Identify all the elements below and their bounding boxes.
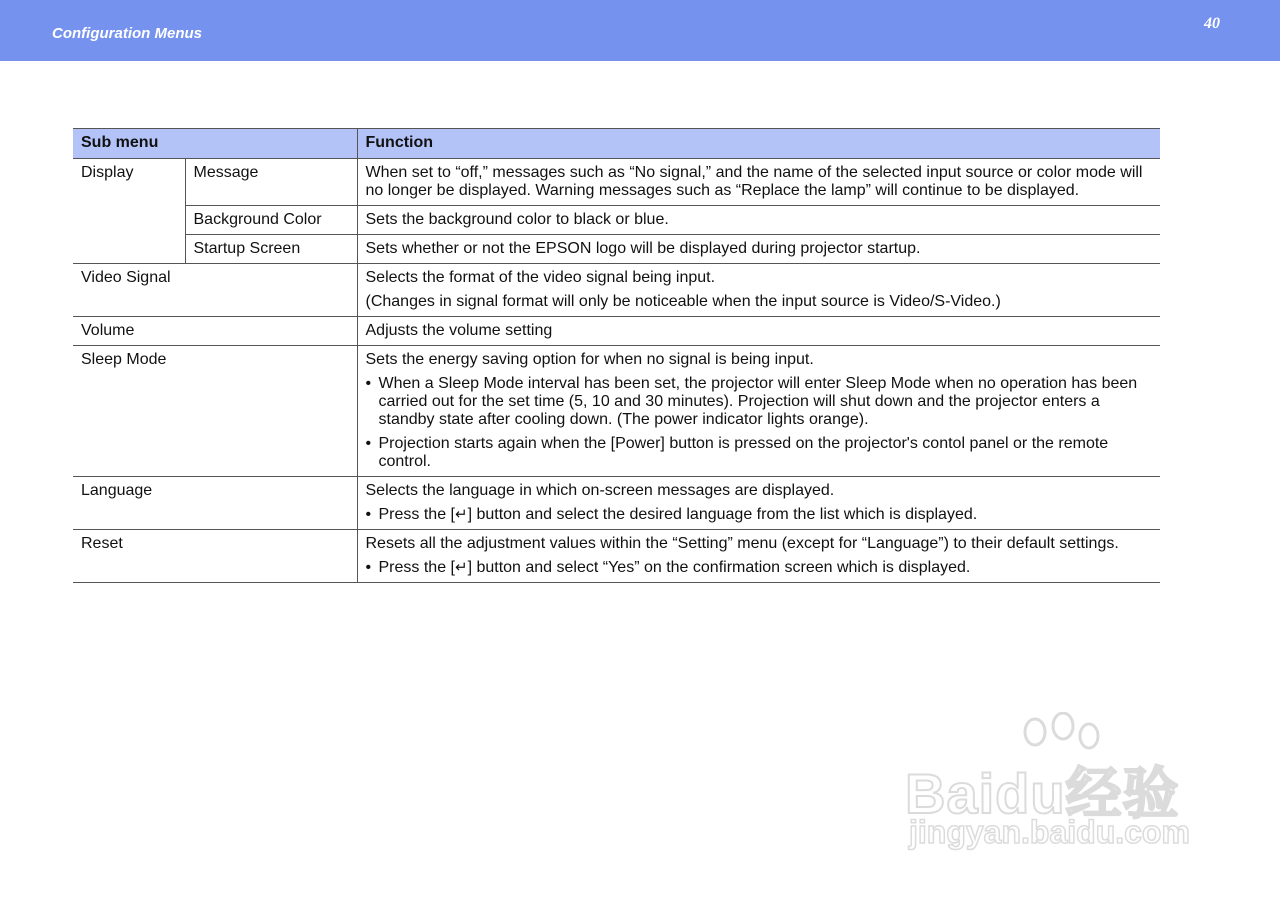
submenu-video-signal: Video Signal	[73, 264, 357, 317]
language-line1: Selects the language in which on-screen messages are displayed.	[365, 482, 835, 499]
table-row	[73, 264, 1160, 317]
submenu-message: Message	[185, 159, 357, 206]
language-bullet	[366, 506, 1153, 524]
reset-bullet-after: ] button and select “Yes” on the confirmation screen which is displayed.	[467, 559, 971, 576]
video-signal-line2: (Changes in signal format will only be noticeable when the input source is Video/S-Video.)	[365, 293, 1001, 310]
config-menu-table	[73, 128, 1160, 583]
table-row	[73, 235, 1160, 264]
page-header	[0, 0, 1280, 61]
section-title: Configuration Menus	[52, 25, 202, 42]
message-description: When set to “off,” messages such as “No signal,” and the name of the selected input source or color mode will no longer be displayed. Warning messages such as “Replace the lamp” will continue to be displayed.	[357, 159, 1160, 206]
reset-line1: Resets all the adjustment values within the “Setting” menu (except for “Language”) to their default settings.	[365, 535, 1119, 552]
submenu-volume: Volume	[73, 317, 357, 346]
reset-bullet-before: Press the [	[378, 559, 455, 576]
submenu-reset: Reset	[73, 530, 357, 583]
language-bullet-before: Press the [	[378, 506, 455, 523]
language-bullet-after: ] button and select the desired language from the list which is displayed.	[467, 506, 978, 523]
bullet-dot: •	[365, 375, 372, 392]
table-row	[73, 530, 1160, 583]
sleep-mode-bullet-2-text: Projection starts again when the [Power] button is pressed on the projector's contol panel or the remote control.	[378, 435, 1109, 470]
volume-description: Adjusts the volume setting	[357, 317, 1160, 346]
table-row	[73, 206, 1160, 235]
display-group-label: Display	[73, 159, 185, 264]
header-sub-menu: Sub menu	[73, 129, 357, 159]
table-row	[73, 159, 1160, 206]
page-number: 40	[1204, 15, 1220, 32]
video-signal-description	[357, 264, 1160, 317]
table-row	[73, 317, 1160, 346]
video-signal-line1: Selects the format of the video signal being input.	[365, 269, 716, 286]
table-row	[73, 477, 1160, 530]
bullet-dot: •	[365, 435, 372, 452]
enter-icon: ↵	[454, 559, 468, 576]
sleep-mode-bullet-1	[366, 375, 1153, 429]
table-row	[73, 346, 1160, 477]
sleep-mode-description	[357, 346, 1160, 477]
reset-description	[357, 530, 1160, 583]
submenu-startup-screen: Startup Screen	[185, 235, 357, 264]
sleep-mode-bullet-2	[366, 435, 1153, 471]
language-description	[357, 477, 1160, 530]
table-header-row	[73, 129, 1160, 159]
bullet-dot: •	[365, 506, 372, 523]
startup-screen-description: Sets whether or not the EPSON logo will be displayed during projector startup.	[357, 235, 1160, 264]
watermark-logo-text: Baidu经验	[905, 762, 1180, 825]
background-color-description: Sets the background color to black or blue.	[357, 206, 1160, 235]
sleep-mode-bullet-1-text: When a Sleep Mode interval has been set, the projector will enter Sleep Mode when no operation has been carried out for the set time (5, 10 and 30 minutes). Projection will shut down and the projector enters a standby state after cooling down. (The power indicator lights orange).	[378, 375, 1138, 428]
submenu-language: Language	[73, 477, 357, 530]
enter-icon: ↵	[454, 506, 468, 523]
baidu-watermark	[905, 712, 1205, 857]
sleep-mode-line1: Sets the energy saving option for when no signal is being input.	[365, 351, 814, 368]
header-function: Function	[357, 129, 1160, 159]
reset-bullet	[366, 559, 1153, 577]
submenu-sleep-mode: Sleep Mode	[73, 346, 357, 477]
bullet-dot: •	[365, 559, 372, 576]
submenu-background-color: Background Color	[185, 206, 357, 235]
watermark-url: jingyan.baidu.com	[909, 814, 1190, 850]
